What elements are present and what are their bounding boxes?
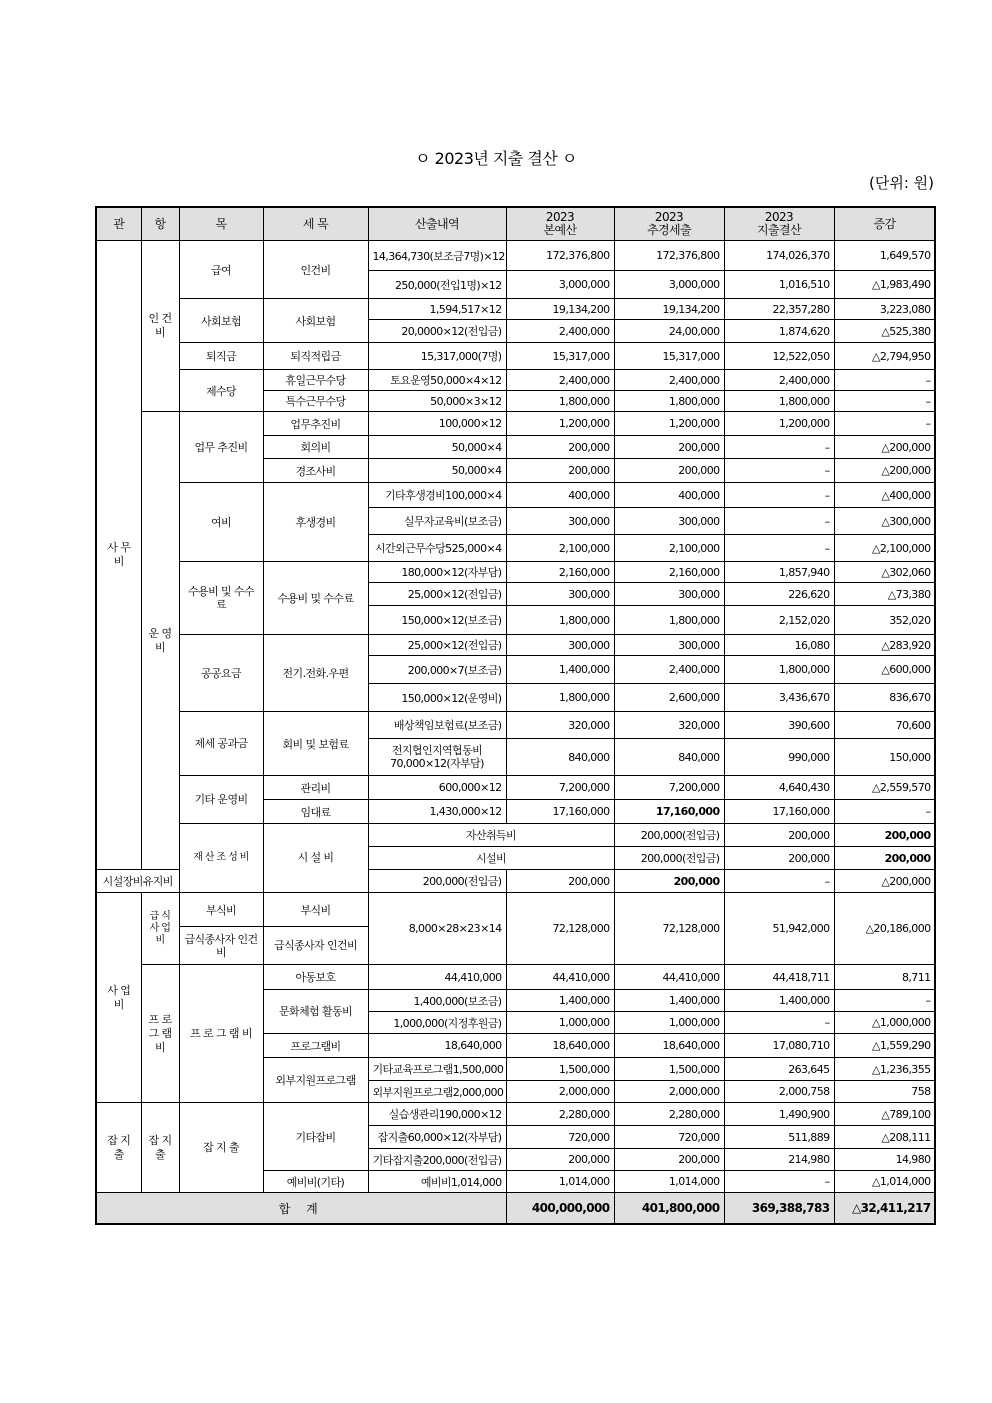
cell-budget: 19,134,200	[506, 299, 614, 320]
cell-budget: 2,400,000	[506, 370, 614, 391]
cell-diff: △20,186,000	[834, 893, 935, 965]
cell-supp: 2,600,000	[614, 684, 724, 712]
cell-diff: –	[834, 391, 935, 412]
cell-budget: 200,000	[506, 459, 614, 483]
cell-budget: 840,000	[506, 739, 614, 776]
cell-diff: –	[834, 370, 935, 391]
cell-basis: 200,000(전입금)	[614, 847, 724, 870]
semok-cell: 휴일근무수당	[263, 370, 368, 391]
mok-cell: 시설장비유지비	[96, 870, 179, 893]
cell-budget: 2,000,000	[506, 1081, 614, 1103]
cell-budget: 200,000	[724, 847, 834, 870]
cell-settle: 1,800,000	[724, 391, 834, 412]
cell-settle: 1,200,000	[724, 412, 834, 436]
cell-supp: 1,000,000	[614, 1012, 724, 1034]
header-budget: 2023 본예산	[506, 207, 614, 241]
cell-settle: –	[724, 1171, 834, 1193]
cell-basis: 18,640,000	[368, 1034, 506, 1058]
semok-cell: 회비 및 보험료	[263, 712, 368, 776]
cell-diff: △789,100	[834, 1103, 935, 1126]
hang-cell: 잡 지 출	[141, 1103, 179, 1193]
total-budget: 400,000,000	[506, 1193, 614, 1225]
cell-supp: 1,500,000	[614, 1058, 724, 1081]
cell-supp: 15,317,000	[614, 343, 724, 370]
cell-basis: 200,000(전입금)	[368, 870, 506, 893]
cell-basis: 20,0000×12(전입금)	[368, 320, 506, 343]
cell-budget: 3,000,000	[506, 271, 614, 299]
semok-cell: 후생경비	[263, 483, 368, 562]
cell-supp: 1,014,000	[614, 1171, 724, 1193]
cell-budget: 300,000	[506, 583, 614, 606]
cell-supp: 320,000	[614, 712, 724, 739]
cell-diff: 758	[834, 1081, 935, 1103]
gwan-cell: 사 무 비	[96, 241, 141, 870]
mok-cell: 수용비 및 수수료	[179, 562, 263, 635]
cell-budget: 1,400,000	[506, 656, 614, 684]
cell-supp: 2,280,000	[614, 1103, 724, 1126]
cell-settle: –	[724, 483, 834, 508]
cell-basis: 180,000×12(자부담)	[368, 562, 506, 583]
cell-basis: 전지협인지역협동비 70,000×12(자부담)	[368, 739, 506, 776]
cell-diff: △283,920	[834, 635, 935, 656]
cell-supp: 1,400,000	[614, 990, 724, 1012]
total-difference: △32,411,217	[834, 1193, 935, 1225]
cell-supp: 840,000	[614, 739, 724, 776]
cell-diff: △1,236,355	[834, 1058, 935, 1081]
cell-settle: –	[724, 870, 834, 893]
cell-settle: 1,400,000	[724, 990, 834, 1012]
mok-cell: 프 로 그 램 비	[179, 965, 263, 1103]
semok-cell: 관리비	[263, 776, 368, 800]
cell-basis: 8,000×28×23×14	[368, 893, 506, 965]
semok-cell: 급식종사자 인건비	[263, 927, 368, 965]
cell-settle: 22,357,280	[724, 299, 834, 320]
cell-settle: 2,000,758	[724, 1081, 834, 1103]
cell-supp: 72,128,000	[614, 893, 724, 965]
total-settlement: 369,388,783	[724, 1193, 834, 1225]
semok-cell: 인건비	[263, 241, 368, 299]
cell-diff: △1,983,490	[834, 271, 935, 299]
cell-budget: 17,160,000	[506, 800, 614, 824]
cell-supp: 200,000	[614, 436, 724, 459]
semok-cell: 사회보험	[263, 299, 368, 343]
hang-cell: 인 건 비	[141, 241, 179, 412]
cell-budget: 200,000	[506, 870, 614, 893]
cell-diff: △1,559,290	[834, 1034, 935, 1058]
cell-diff: –	[834, 990, 935, 1012]
cell-budget: 200,000	[506, 436, 614, 459]
cell-supp: 2,160,000	[614, 562, 724, 583]
cell-budget: 2,280,000	[506, 1103, 614, 1126]
header-row	[96, 207, 935, 241]
cell-basis: 250,000(전입1명)×12	[368, 271, 506, 299]
cell-basis: 600,000×12	[368, 776, 506, 800]
cell-basis: 200,000(전입금)	[614, 824, 724, 847]
cell-budget: 300,000	[506, 508, 614, 535]
cell-supp: 1,800,000	[614, 606, 724, 635]
cell-diff: △200,000	[834, 870, 935, 893]
cell-basis: 150,000×12(보조금)	[368, 606, 506, 635]
header-settlement: 2023 지출결산	[724, 207, 834, 241]
cell-settle: –	[724, 459, 834, 483]
cell-basis: 실무자교육비(보조금)	[368, 508, 506, 535]
mok-cell: 제세 공과금	[179, 712, 263, 776]
cell-basis: 배상책임보험료(보조금)	[368, 712, 506, 739]
cell-budget: 1,200,000	[506, 412, 614, 436]
cell-budget: 400,000	[506, 483, 614, 508]
cell-diff: 150,000	[834, 739, 935, 776]
unit-label: (단위: 원)	[869, 174, 934, 192]
cell-settle: 2,400,000	[724, 370, 834, 391]
cell-supp: 44,410,000	[614, 965, 724, 990]
cell-diff: 836,670	[834, 684, 935, 712]
cell-settle: 1,016,510	[724, 271, 834, 299]
cell-budget: 18,640,000	[506, 1034, 614, 1058]
cell-supp: 300,000	[614, 635, 724, 656]
cell-diff: △302,060	[834, 562, 935, 583]
hang-cell: 급 식 사 업 비	[141, 893, 179, 965]
cell-basis: 토요운영50,000×4×12	[368, 370, 506, 391]
cell-settle: 1,800,000	[724, 656, 834, 684]
cell-budget: 200,000	[724, 824, 834, 847]
table-row	[96, 893, 935, 927]
cell-diff: –	[834, 412, 935, 436]
header-hang: 항	[141, 207, 179, 241]
table-row	[96, 483, 935, 508]
cell-diff: 14,980	[834, 1149, 935, 1171]
cell-budget: 1,800,000	[506, 606, 614, 635]
cell-settle: 1,490,900	[724, 1103, 834, 1126]
cell-settle: 263,645	[724, 1058, 834, 1081]
cell-supp: 2,000,000	[614, 1081, 724, 1103]
cell-supp: 172,376,800	[614, 241, 724, 271]
hang-cell: 시 설 비	[263, 824, 368, 893]
semok-cell: 업무추진비	[263, 412, 368, 436]
cell-diff: 352,020	[834, 606, 935, 635]
semok-cell: 예비비(기타)	[263, 1171, 368, 1193]
cell-basis: 1,400,000(보조금)	[368, 990, 506, 1012]
semok-cell: 기타잡비	[263, 1103, 368, 1171]
mok-cell: 자산취득비	[368, 824, 614, 847]
cell-settle: 3,436,670	[724, 684, 834, 712]
cell-settle: 174,026,370	[724, 241, 834, 271]
cell-budget: 2,160,000	[506, 562, 614, 583]
mok-cell: 잡 지 출	[179, 1103, 263, 1193]
cell-settle: 1,857,940	[724, 562, 834, 583]
cell-supp: 7,200,000	[614, 776, 724, 800]
table-row	[96, 241, 935, 271]
cell-budget: 2,400,000	[506, 320, 614, 343]
cell-diff: △200,000	[834, 459, 935, 483]
cell-settle: –	[724, 436, 834, 459]
cell-basis: 200,000×7(보조금)	[368, 656, 506, 684]
mok-cell: 급식종사자 인건비	[179, 927, 263, 965]
mok-cell: 공공요금	[179, 635, 263, 712]
mok-cell: 여비	[179, 483, 263, 562]
gwan-cell: 잡 지 출	[96, 1103, 141, 1193]
cell-settle: 12,522,050	[724, 343, 834, 370]
cell-budget: 300,000	[506, 635, 614, 656]
cell-basis: 15,317,000(7명)	[368, 343, 506, 370]
cell-budget: 1,800,000	[506, 684, 614, 712]
cell-supp: 19,134,200	[614, 299, 724, 320]
header-semok: 세 목	[263, 207, 368, 241]
cell-budget: 1,800,000	[506, 391, 614, 412]
cell-diff: 3,223,080	[834, 299, 935, 320]
cell-basis: 기타교육프로그램1,500,000	[368, 1058, 506, 1081]
mok-cell: 부식비	[179, 893, 263, 927]
cell-basis: 44,410,000	[368, 965, 506, 990]
cell-basis: 150,000×12(운영비)	[368, 684, 506, 712]
cell-budget: 44,410,000	[506, 965, 614, 990]
cell-settle: 17,160,000	[724, 800, 834, 824]
cell-diff: 70,600	[834, 712, 935, 739]
gwan-cell: 사 업 비	[96, 893, 141, 1103]
cell-supp: 24,00,000	[614, 320, 724, 343]
cell-settle: 16,080	[724, 635, 834, 656]
table-row	[96, 343, 935, 370]
cell-diff: △600,000	[834, 656, 935, 684]
cell-basis: 50,000×4	[368, 459, 506, 483]
cell-supp: 2,400,000	[614, 656, 724, 684]
table-row	[96, 965, 935, 990]
cell-settle: 214,980	[724, 1149, 834, 1171]
header-difference: 증감	[834, 207, 935, 241]
header-mok: 목	[179, 207, 263, 241]
cell-diff: △300,000	[834, 508, 935, 535]
cell-basis: 50,000×3×12	[368, 391, 506, 412]
cell-supp: 17,160,000	[614, 800, 724, 824]
cell-settle: 1,874,620	[724, 320, 834, 343]
cell-basis: 25,000×12(전입금)	[368, 635, 506, 656]
cell-basis: 14,364,730(보조금7명)×12	[368, 241, 506, 271]
cell-supp: 200,000	[614, 870, 724, 893]
mok-cell: 기타 운영비	[179, 776, 263, 824]
cell-supp: 400,000	[614, 483, 724, 508]
cell-diff: –	[834, 800, 935, 824]
page-title: ㅇ 2023년 지출 결산 ㅇ	[415, 149, 577, 168]
cell-budget: 320,000	[506, 712, 614, 739]
cell-supp: 18,640,000	[614, 1034, 724, 1058]
cell-budget: 720,000	[506, 1126, 614, 1149]
cell-basis: 25,000×12(전입금)	[368, 583, 506, 606]
expenditure-table	[95, 206, 936, 1225]
cell-basis: 예비비1,014,000	[368, 1171, 506, 1193]
cell-supp: 1,800,000	[614, 391, 724, 412]
mok-cell: 업무 추진비	[179, 412, 263, 483]
cell-diff: △1,014,000	[834, 1171, 935, 1193]
cell-supp: 720,000	[614, 1126, 724, 1149]
cell-budget: 7,200,000	[506, 776, 614, 800]
cell-supp: 2,400,000	[614, 370, 724, 391]
cell-basis: 기타잡지출200,000(전입금)	[368, 1149, 506, 1171]
table-row	[96, 562, 935, 583]
total-supplementary: 401,800,000	[614, 1193, 724, 1225]
cell-basis: 100,000×12	[368, 412, 506, 436]
cell-settle: 511,889	[724, 1126, 834, 1149]
cell-supp: 300,000	[614, 508, 724, 535]
cell-supp: 200,000	[834, 824, 935, 847]
mok-cell: 제수당	[179, 370, 263, 412]
cell-diff: △73,380	[834, 583, 935, 606]
cell-settle: 2,152,020	[724, 606, 834, 635]
table-row	[96, 299, 935, 320]
cell-budget: 1,014,000	[506, 1171, 614, 1193]
semok-cell: 프로그램비	[263, 1034, 368, 1058]
mok-cell: 급여	[179, 241, 263, 299]
table-row	[96, 824, 935, 847]
cell-basis: 1,594,517×12	[368, 299, 506, 320]
mok-cell: 퇴직금	[179, 343, 263, 370]
cell-settle: 17,080,710	[724, 1034, 834, 1058]
cell-supp: 300,000	[614, 583, 724, 606]
cell-settle: 226,620	[724, 583, 834, 606]
table-row	[96, 1103, 935, 1126]
semok-cell: 특수근무수당	[263, 391, 368, 412]
table-row	[96, 370, 935, 391]
table-row	[96, 635, 935, 656]
cell-basis: 실습생관리190,000×12	[368, 1103, 506, 1126]
cell-settle: –	[724, 1012, 834, 1034]
cell-diff: 8,711	[834, 965, 935, 990]
cell-budget: 2,100,000	[506, 535, 614, 562]
semok-cell: 문화체험 활동비	[263, 990, 368, 1034]
cell-diff: △200,000	[834, 436, 935, 459]
cell-settle: 51,942,000	[724, 893, 834, 965]
semok-cell: 아동보호	[263, 965, 368, 990]
header-gwan: 관	[96, 207, 141, 241]
cell-basis: 기타후생경비100,000×4	[368, 483, 506, 508]
cell-settle: 44,418,711	[724, 965, 834, 990]
cell-supp: 2,100,000	[614, 535, 724, 562]
table-row	[96, 712, 935, 739]
cell-diff: △1,000,000	[834, 1012, 935, 1034]
cell-settle: 4,640,430	[724, 776, 834, 800]
cell-basis: 시간외근무수당525,000×4	[368, 535, 506, 562]
cell-diff: 1,649,570	[834, 241, 935, 271]
cell-budget: 1,000,000	[506, 1012, 614, 1034]
mok-cell: 시설비	[368, 847, 614, 870]
cell-diff: △2,794,950	[834, 343, 935, 370]
cell-diff: △2,559,570	[834, 776, 935, 800]
semok-cell: 경조사비	[263, 459, 368, 483]
total-label: 합 계	[96, 1193, 506, 1225]
cell-settle: –	[724, 508, 834, 535]
gwan-cell: 재 산 조 성 비	[179, 824, 263, 893]
cell-settle: 990,000	[724, 739, 834, 776]
cell-budget: 172,376,800	[506, 241, 614, 271]
semok-cell: 수용비 및 수수료	[263, 562, 368, 635]
cell-diff: △208,111	[834, 1126, 935, 1149]
cell-basis: 잡지출60,000×12(자부담)	[368, 1126, 506, 1149]
cell-budget: 15,317,000	[506, 343, 614, 370]
semok-cell: 퇴직적립금	[263, 343, 368, 370]
total-row	[96, 1193, 935, 1225]
hang-cell: 프 로 그 램 비	[141, 965, 179, 1103]
cell-settle: –	[724, 535, 834, 562]
cell-supp: 200,000	[614, 1149, 724, 1171]
cell-budget: 1,500,000	[506, 1058, 614, 1081]
cell-budget: 200,000	[506, 1149, 614, 1171]
cell-supp: 200,000	[834, 847, 935, 870]
cell-supp: 3,000,000	[614, 271, 724, 299]
cell-budget: 72,128,000	[506, 893, 614, 965]
cell-budget: 1,400,000	[506, 990, 614, 1012]
semok-cell: 임대료	[263, 800, 368, 824]
semok-cell: 회의비	[263, 436, 368, 459]
mok-cell: 사회보험	[179, 299, 263, 343]
cell-diff: △400,000	[834, 483, 935, 508]
semok-cell: 부식비	[263, 893, 368, 927]
hang-cell: 운 영 비	[141, 412, 179, 870]
cell-diff: △525,380	[834, 320, 935, 343]
semok-cell: 외부지원프로그램	[263, 1058, 368, 1103]
cell-diff: △2,100,000	[834, 535, 935, 562]
cell-basis: 50,000×4	[368, 436, 506, 459]
cell-basis: 외부지원프로그램2,000,000	[368, 1081, 506, 1103]
table-row	[96, 776, 935, 800]
cell-supp: 200,000	[614, 459, 724, 483]
header-basis: 산출내역	[368, 207, 506, 241]
table-row	[96, 412, 935, 436]
cell-settle: 390,600	[724, 712, 834, 739]
cell-supp: 1,200,000	[614, 412, 724, 436]
cell-basis: 1,430,000×12	[368, 800, 506, 824]
header-supplementary: 2023 추경세출	[614, 207, 724, 241]
cell-basis: 1,000,000(지정후원금)	[368, 1012, 506, 1034]
semok-cell: 전기.전화.우편	[263, 635, 368, 712]
